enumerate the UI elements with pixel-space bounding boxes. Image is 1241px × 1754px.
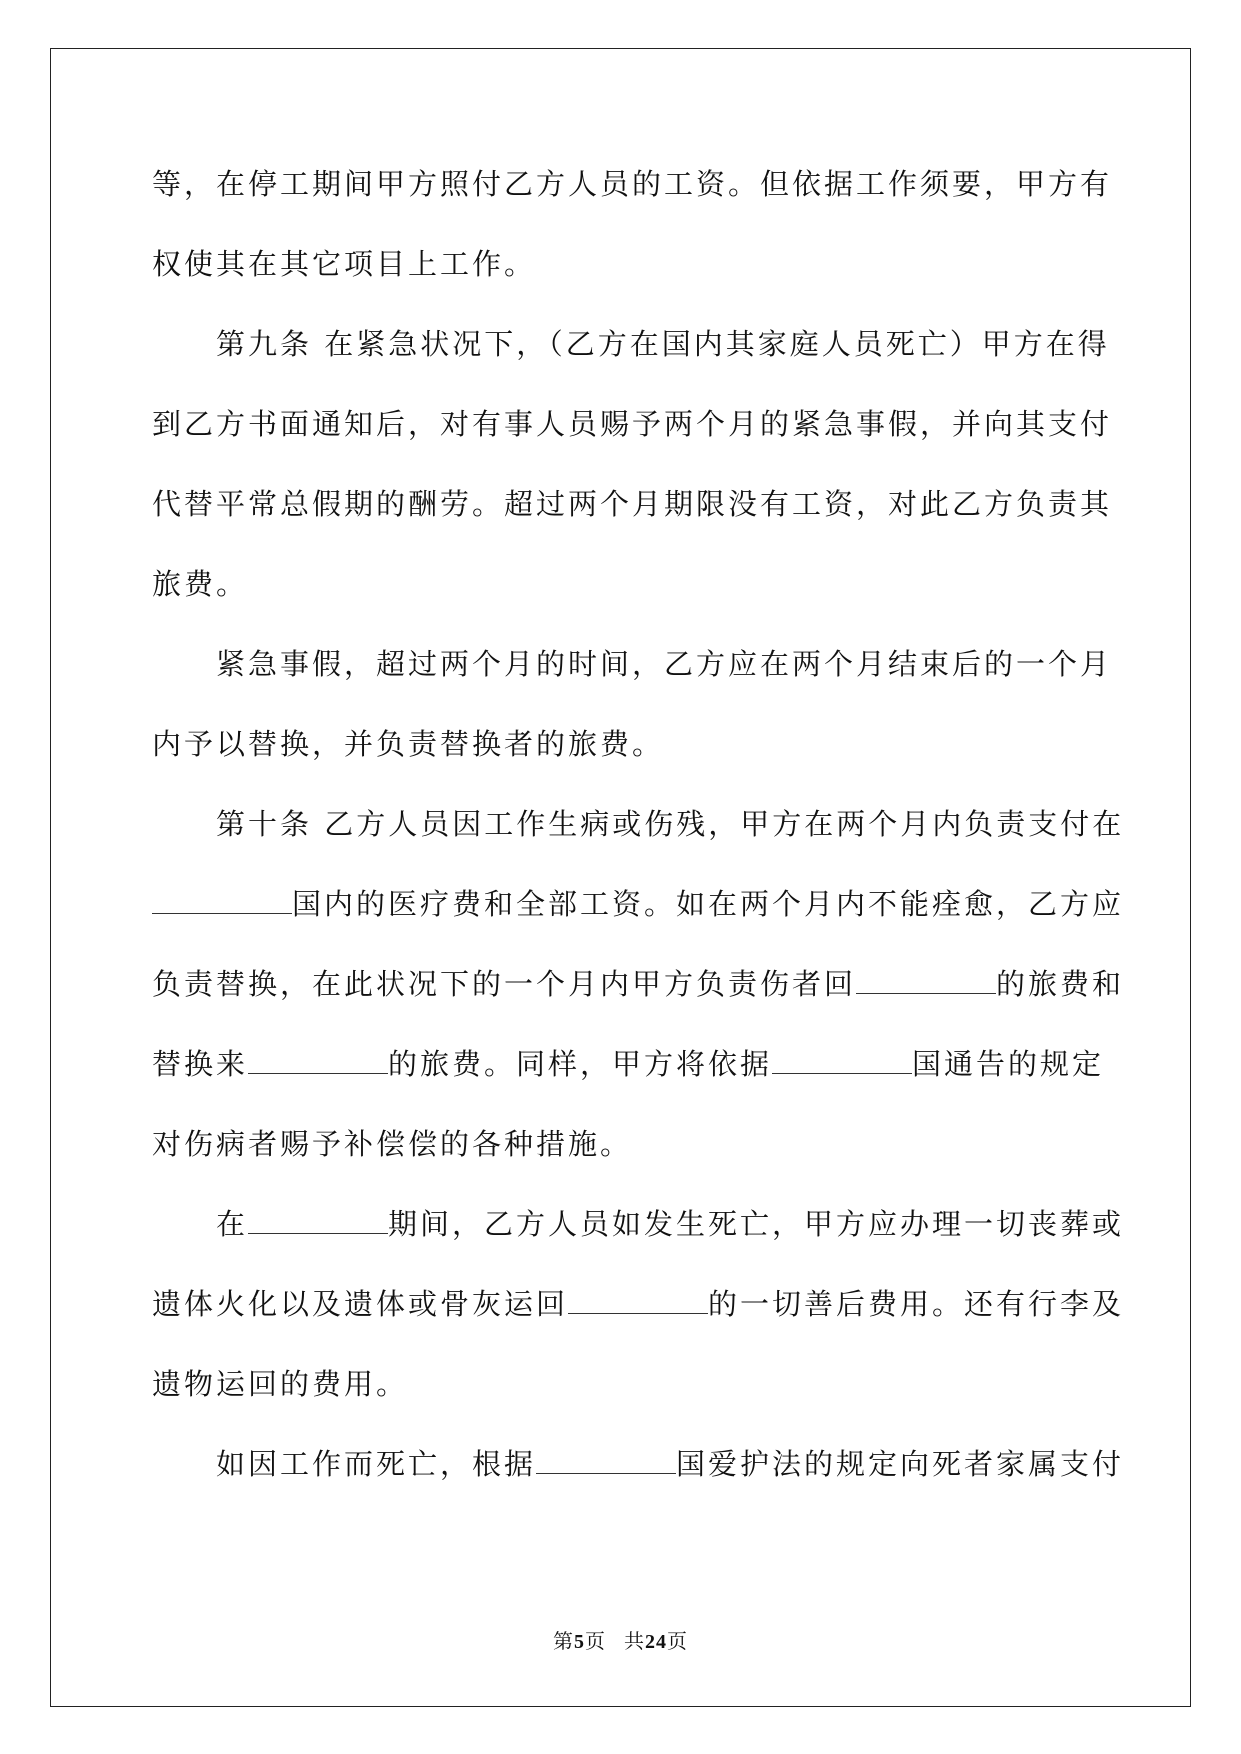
text-line: [152, 1360, 1090, 1440]
footer-page-suffix: 页: [585, 1629, 606, 1653]
text-line: [152, 1440, 1125, 1520]
text-line: [152, 1280, 1125, 1360]
text-segment: 国通告的规定: [912, 1047, 1105, 1081]
fill-in-blank: [248, 1203, 388, 1234]
text-line: [152, 720, 1090, 800]
text-line: [152, 160, 1113, 240]
text-line: [152, 880, 1125, 960]
text-segment: 如因工作而死亡，根据: [216, 1447, 537, 1481]
text-segment: 国内的医疗费和全部工资。如在两个月内不能痊愈，乙方应: [292, 887, 1125, 921]
footer-total-prefix: 共: [624, 1629, 645, 1653]
fill-in-blank: [856, 963, 996, 994]
text-line: [152, 560, 1090, 640]
text-segment: 的旅费。同样，甲方将依据: [388, 1047, 773, 1081]
paragraph: [152, 1440, 1125, 1520]
fill-in-blank: [536, 1443, 676, 1474]
paragraph: [152, 800, 1125, 1200]
text-segment: 第十条 乙方人员因工作生病或伤残，甲方在两个月内负责支付在: [216, 807, 1125, 841]
text-segment: 代替平常总假期的酬劳。超过两个月期限没有工资，对此乙方负责其: [152, 487, 1113, 521]
text-segment: 负责替换，在此状况下的一个月内甲方负责伤者回: [152, 967, 857, 1001]
text-segment: 紧急事假，超过两个月的时间，乙方应在两个月结束后的一个月: [216, 647, 1113, 681]
fill-in-blank: [152, 883, 292, 914]
page-footer: [0, 1625, 1241, 1654]
paragraph: [152, 160, 1113, 320]
footer-page-number: 5: [574, 1631, 585, 1653]
text-line: [152, 960, 1125, 1040]
text-line: [152, 1040, 1105, 1120]
footer-total-suffix: 页: [667, 1629, 688, 1653]
paragraph: [152, 320, 1113, 640]
text-line: [152, 800, 1125, 880]
text-line: [152, 400, 1113, 480]
text-segment: 遗体火化以及遗体或骨灰运回: [152, 1287, 569, 1321]
footer-prefix: 第: [553, 1629, 574, 1653]
text-segment: 国爱护法的规定向死者家属支付: [676, 1447, 1125, 1481]
text-segment: 的旅费和: [996, 967, 1125, 1001]
text-segment: 期间，乙方人员如发生死亡，甲方应办理一切丧葬或: [388, 1207, 1125, 1241]
fill-in-blank: [568, 1283, 708, 1314]
text-line: [152, 640, 1113, 720]
paragraph: [152, 640, 1113, 800]
footer-total-pages: 24: [645, 1631, 667, 1653]
text-segment: 内予以替换，并负责替换者的旅费。: [152, 727, 665, 761]
text-line: [152, 1120, 1090, 1200]
paragraph: [152, 1200, 1125, 1440]
fill-in-blank: [248, 1043, 388, 1074]
text-segment: 旅费。: [152, 567, 249, 601]
document-body: [152, 160, 1125, 1520]
text-line: [152, 1200, 1125, 1280]
text-line: [152, 320, 1110, 400]
text-segment: 到乙方书面通知后，对有事人员赐予两个月的紧急事假，并向其支付: [152, 407, 1113, 441]
text-segment: 遗物运回的费用。: [152, 1367, 409, 1401]
text-segment: 替换来: [152, 1047, 249, 1081]
text-segment: 权使其在其它项目上工作。: [152, 247, 537, 281]
text-segment: 的一切善后费用。还有行李及: [708, 1287, 1125, 1321]
text-segment: 第九条 在紧急状况下，（乙方在国内其家庭人员死亡）甲方在得: [216, 327, 1110, 361]
text-line: [152, 240, 1090, 320]
fill-in-blank: [772, 1043, 912, 1074]
text-segment: 等，在停工期间甲方照付乙方人员的工资。但依据工作须要，甲方有: [152, 167, 1113, 201]
text-line: [152, 480, 1113, 560]
text-segment: 对伤病者赐予补偿偿的各种措施。: [152, 1127, 633, 1161]
text-segment: 在: [216, 1207, 249, 1241]
